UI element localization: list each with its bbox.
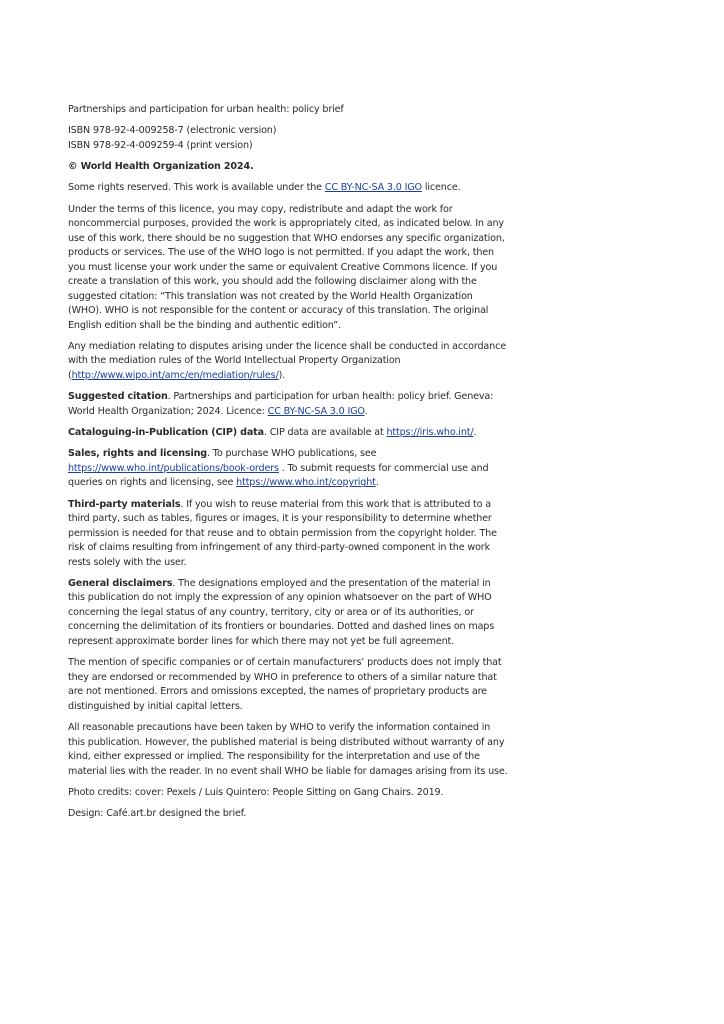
third-party-text: . If you wish to reuse material from this work that is attributed to a third party, such as tables, figures or images, it is your responsibility to determine whether permission is needed for that reuse and to obtain permission from the copyright holder. The risk of claims resulting from infringement of any third-party-owned component in the work rests solely with the user. [68, 498, 497, 568]
rights-prefix: Some rights reserved. This work is available under the [68, 182, 325, 194]
citation-text: . Partnerships and participation for urban health: policy brief. Geneva: World Health Organization; 2024. Licence: [68, 391, 494, 417]
cip-label: Cataloguing-in-Publication (CIP) data [68, 427, 264, 439]
copyright-link[interactable]: https://www.who.int/copyright [236, 477, 376, 489]
sales-text: . To purchase WHO publications, see [207, 448, 377, 460]
third-party-label: Third-party materials [68, 498, 181, 510]
third-party-materials [68, 498, 508, 571]
sales-text-2: . To submit requests for commercial use and queries on rights and licensing, see [68, 462, 489, 489]
rights-suffix: licence. [421, 182, 461, 194]
publication-title: Partnerships and participation for urban health: policy brief [68, 104, 344, 115]
mediation-suffix: ). [278, 369, 286, 381]
sales-rights [68, 447, 508, 491]
copyright-notice: © World Health Organization 2024. [68, 161, 254, 173]
cip-text: . CIP data are available at [263, 427, 387, 439]
isbn-block [68, 124, 508, 153]
disclaimers-text: . The designations employed and the presentation of the material in this publication do not imply the expression of any opinion whatsoever on the part of WHO concerning the legal status of any country, territory, city or area or of its authorities, or concerning the delimitation of its frontiers or boundaries. Dotted and dashed lines on maps represent approximate border lines for which there may not yet be full agreement. [68, 577, 495, 647]
design-credit: Design: Café.art.br designed the brief. [68, 808, 247, 820]
citation-label: Suggested citation [68, 391, 168, 403]
cip-data [68, 426, 508, 441]
photo-credits: Photo credits: cover: Pexels / Luis Quintero: People Sitting on Gang Chairs. 2019. [68, 786, 444, 798]
copyright-page [68, 103, 508, 828]
licence-terms: Under the terms of this licence, you may copy, redistribute and adapt the work for noncommercial purposes, provided the work is appropriately cited, as indicated below. In any use of this work, there should be no suggestion that WHO endorses any specific organization, products or services. The use of the WHO logo is not permitted. If you adapt the work, then you must license your work under the same or equivalent Creative Commons licence. If you create a translation of this work, you should add the following disclaimer along with the suggested citation: “This translation was not created by the World Health Organization (WHO). WHO is not responsible for the content or accuracy of this translation. The original English edition shall be the binding and authentic edition”. [68, 203, 505, 331]
licence-link[interactable]: CC BY-NC-SA 3.0 IGO [324, 182, 422, 194]
isbn-print: ISBN 978-92-4-009259-4 (print version) [68, 139, 253, 151]
cip-suffix: . [473, 427, 477, 439]
sales-suffix: . [375, 477, 379, 489]
rights-statement [68, 181, 508, 196]
companies-disclaimer: The mention of specific companies or of certain manufacturers’ products does not imply that they are endorsed or recommended by WHO in preference to others of a similar nature that are not mentioned. Errors and omissions excepted, the names of proprietary products are distinguished by initial capital letters. [68, 657, 502, 712]
precautions-disclaimer: All reasonable precautions have been taken by WHO to verify the information contained in this publication. However, the published material is being distributed without warranty of any kind, either expressed or implied. The responsibility for the interpretation and use of the material lies with the reader. In no event shall WHO be liable for damages arising from its use. [68, 722, 508, 777]
suggested-citation [68, 390, 508, 419]
disclaimers-label: General disclaimers [68, 577, 173, 589]
iris-link[interactable]: https://iris.who.int/ [386, 427, 474, 439]
general-disclaimers [68, 577, 508, 650]
sales-label: Sales, rights and licensing [68, 448, 207, 460]
mediation-paragraph [68, 340, 508, 384]
book-orders-link[interactable]: https://www.who.int/publications/book-orders [68, 462, 279, 474]
citation-suffix: . [364, 405, 368, 417]
wipo-link[interactable]: http://www.wipo.int/amc/en/mediation/rules/ [71, 369, 279, 381]
isbn-electronic: ISBN 978-92-4-009258-7 (electronic version) [68, 125, 277, 137]
mediation-text: Any mediation relating to disputes arising under the licence shall be conducted in accordance with the mediation rules of the World Intellectual Property Organization ( [68, 340, 506, 381]
citation-licence-link[interactable]: CC BY-NC-SA 3.0 IGO [267, 405, 365, 417]
